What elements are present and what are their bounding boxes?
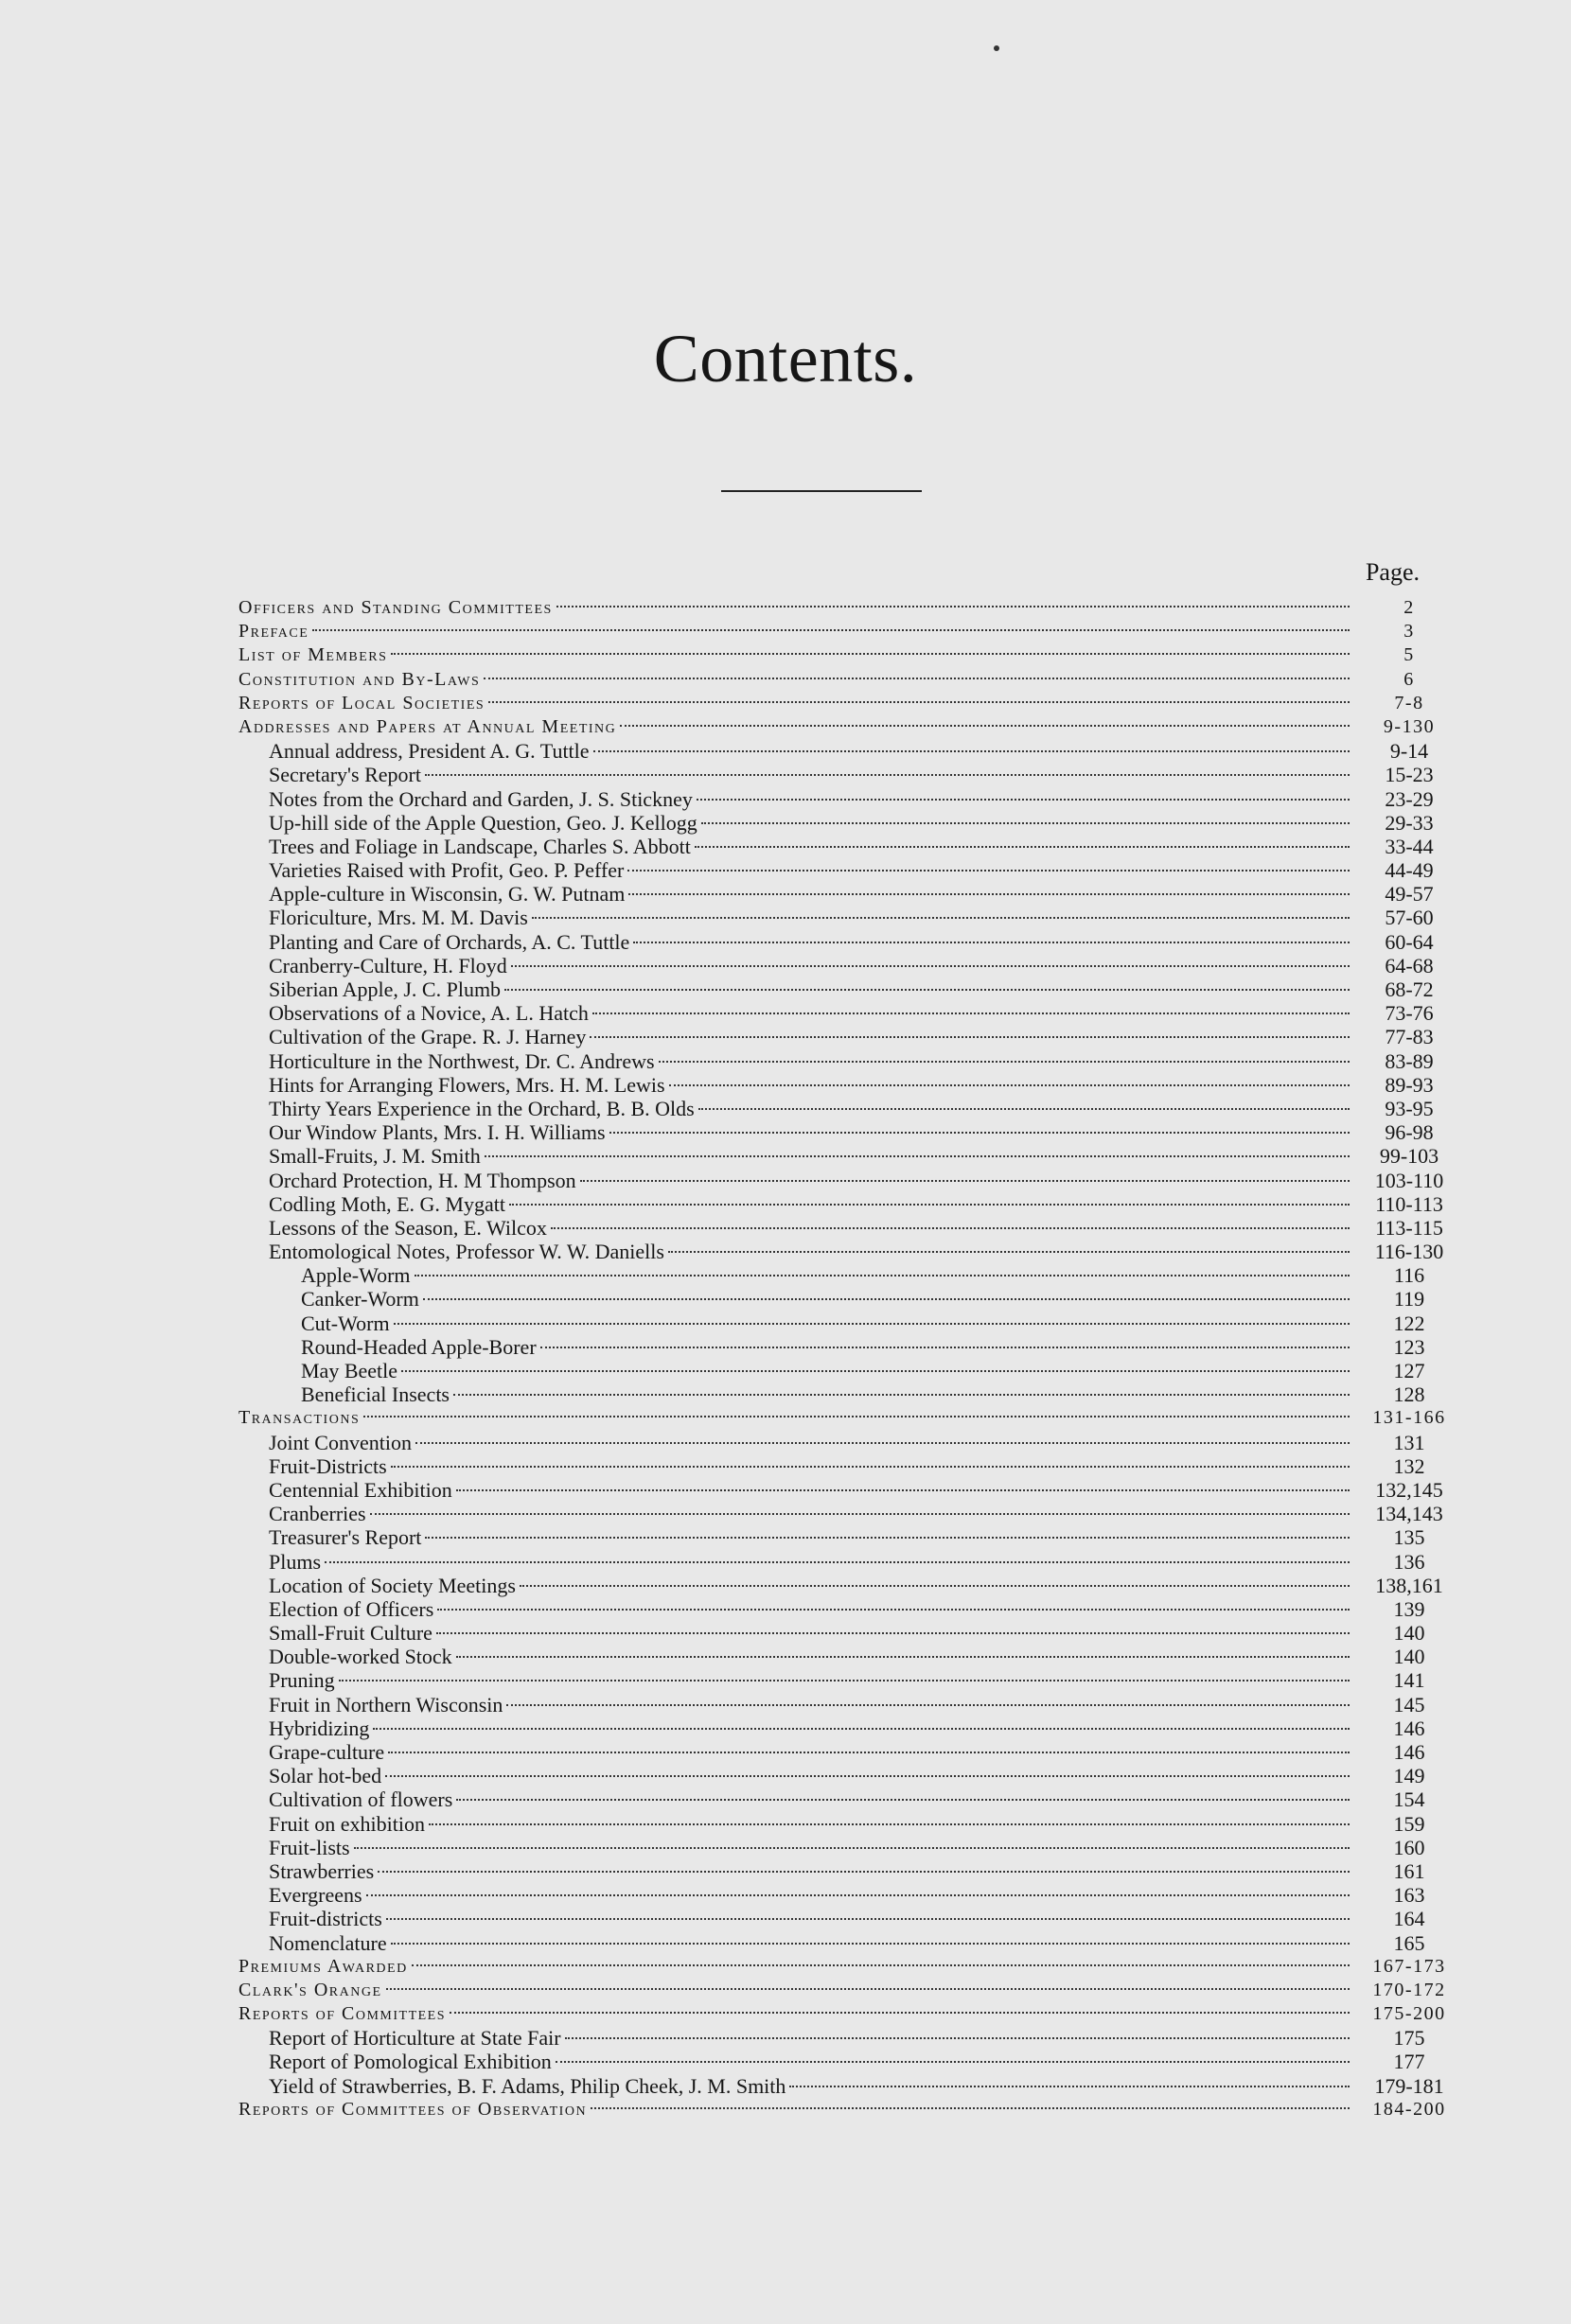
- dot-leader: [456, 1656, 1350, 1658]
- dot-leader: [450, 2012, 1350, 2014]
- toc-entry-page: 127: [1393, 1359, 1425, 1382]
- toc-entry-title: Hybridizing: [269, 1716, 370, 1740]
- dot-leader: [415, 1275, 1350, 1276]
- toc-entry-page: 60-64: [1385, 929, 1434, 954]
- toc-entry-title: Apple-culture in Wisconsin, G. W. Putnam: [269, 882, 626, 907]
- toc-entry-title: Treasurer's Report: [269, 1525, 422, 1550]
- toc-entry-page: 139: [1393, 1596, 1425, 1621]
- toc-entry-title: Reports of Committees: [238, 2003, 447, 2025]
- toc-entry: [238, 620, 1465, 643]
- toc-entry-page: 99-103: [1379, 1144, 1439, 1169]
- toc-entry: [238, 1621, 1465, 1645]
- dot-leader: [620, 725, 1350, 727]
- dot-leader: [423, 1298, 1350, 1300]
- toc-entry: [238, 2050, 1465, 2073]
- toc-entry-title: Planting and Care of Orchards, A. C. Tuttle: [269, 929, 630, 954]
- toc-entry-page: 138,161: [1375, 1573, 1443, 1597]
- toc-entry: [238, 811, 1465, 835]
- toc-entry: [238, 1263, 1465, 1287]
- toc-entry: [238, 1550, 1465, 1574]
- toc-entry: [238, 1169, 1465, 1192]
- toc-entry: [238, 2074, 1465, 2098]
- toc-entry-page: 116: [1393, 1263, 1425, 1288]
- dot-leader: [592, 1012, 1350, 1014]
- toc-entry: [238, 1812, 1465, 1836]
- dot-leader: [506, 1704, 1350, 1706]
- toc-entry-title: Joint Convention: [269, 1430, 412, 1454]
- toc-entry-page: 116-130: [1374, 1240, 1444, 1264]
- toc-entry: [238, 2002, 1465, 2026]
- dot-leader: [556, 2061, 1350, 2063]
- dot-leader: [378, 1871, 1350, 1873]
- toc-entry-page: 29-33: [1385, 810, 1434, 835]
- dot-leader: [363, 1416, 1350, 1417]
- dot-leader: [590, 1036, 1350, 1038]
- toc-entry-page: 159: [1393, 1811, 1425, 1836]
- dot-leader: [412, 1964, 1350, 1966]
- toc-entry-title: Pruning: [269, 1668, 335, 1693]
- dot-leader: [697, 799, 1350, 801]
- toc-entry-title: Addresses and Papers at Annual Meeting: [238, 715, 617, 737]
- toc-entry-title: Canker-Worm: [301, 1287, 419, 1312]
- toc-entry-title: Orchard Protection, H. M Thompson: [269, 1168, 576, 1192]
- toc-entry: [238, 1454, 1465, 1478]
- toc-entry-title: Up-hill side of the Apple Question, Geo. J. Kellogg: [269, 810, 697, 835]
- dot-leader: [391, 653, 1350, 655]
- dot-leader: [701, 822, 1350, 824]
- dot-leader: [580, 1180, 1350, 1182]
- dot-leader: [415, 1442, 1350, 1444]
- toc-entry: [238, 1931, 1465, 1955]
- dot-leader: [668, 1251, 1350, 1253]
- toc-entry: [238, 1525, 1465, 1549]
- toc-entry-page: 103-110: [1374, 1168, 1444, 1192]
- toc-entry: [238, 1335, 1465, 1359]
- dot-leader: [659, 1061, 1350, 1063]
- toc-entry-page: 164: [1393, 1907, 1425, 1931]
- dot-leader: [339, 1680, 1350, 1681]
- toc-entry: [238, 1883, 1465, 1907]
- toc-entry-title: Siberian Apple, J. C. Plumb: [269, 977, 502, 1001]
- toc-entry: [238, 1382, 1465, 1406]
- toc-entry: [238, 1240, 1465, 1263]
- toc-entry-page: 149: [1393, 1764, 1425, 1788]
- toc-entry: [238, 1001, 1465, 1025]
- toc-entry-title: Varieties Raised with Profit, Geo. P. Peffer: [269, 858, 625, 883]
- toc-entry: [238, 2098, 1465, 2122]
- toc-entry: [238, 882, 1465, 906]
- toc-entry: [238, 596, 1465, 620]
- toc-entry: [238, 1287, 1465, 1311]
- toc-entry: [238, 1025, 1465, 1048]
- toc-entry: [238, 1192, 1465, 1216]
- dot-leader: [388, 1752, 1350, 1753]
- toc-entry: [238, 1431, 1465, 1454]
- dot-leader: [401, 1370, 1350, 1372]
- toc-entry-title: Plums: [269, 1549, 322, 1574]
- toc-entry: [238, 1764, 1465, 1787]
- toc-entry-title: Floriculture, Mrs. M. M. Davis: [269, 906, 528, 930]
- toc-entry: [238, 977, 1465, 1001]
- toc-entry-page: 128: [1393, 1382, 1425, 1407]
- toc-entry-page: 7-8: [1394, 692, 1424, 713]
- toc-entry-title: Small-Fruits, J. M. Smith: [269, 1144, 481, 1169]
- toc-entry: [238, 1787, 1465, 1811]
- dot-leader: [695, 846, 1350, 848]
- toc-entry-page: 89-93: [1385, 1072, 1434, 1097]
- toc-entry: [238, 1693, 1465, 1717]
- toc-entry: [238, 643, 1465, 667]
- dot-leader: [370, 1513, 1350, 1515]
- dot-leader: [789, 2086, 1350, 2087]
- dot-leader: [627, 870, 1350, 872]
- toc-entry: [238, 1144, 1465, 1168]
- toc-entry-page: 140: [1393, 1621, 1425, 1646]
- toc-entry-page: 119: [1393, 1287, 1425, 1312]
- toc-entry: [238, 715, 1465, 739]
- toc-entry-page: 134,143: [1375, 1502, 1443, 1526]
- toc-entry-title: Horticulture in the Northwest, Dr. C. Andrews: [269, 1048, 655, 1073]
- toc-entry: [238, 668, 1465, 692]
- toc-entry-title: Reports of Committees of Observation: [238, 2098, 588, 2120]
- toc-entry-title: May Beetle: [301, 1359, 398, 1382]
- toc-entry-title: Apple-Worm: [301, 1263, 411, 1288]
- toc-entry-page: 73-76: [1385, 1001, 1434, 1026]
- toc-entry: [238, 954, 1465, 977]
- toc-entry: [238, 739, 1465, 763]
- toc-entry: [238, 1574, 1465, 1597]
- toc-entry-title: Small-Fruit Culture: [269, 1621, 432, 1646]
- toc-entry-title: Fruit-districts: [269, 1907, 382, 1931]
- dot-leader: [385, 1775, 1350, 1777]
- dot-leader: [394, 1323, 1350, 1325]
- dot-leader: [591, 2107, 1350, 2109]
- dot-leader: [593, 750, 1350, 752]
- dot-leader: [484, 678, 1350, 679]
- dot-leader: [366, 1894, 1350, 1896]
- dot-leader: [425, 1537, 1350, 1539]
- toc-entry-title: Thirty Years Experience in the Orchard, B. B. Olds: [269, 1096, 695, 1120]
- toc-entry-title: Cultivation of the Grape. R. J. Harney: [269, 1025, 587, 1049]
- dot-leader: [520, 1585, 1350, 1587]
- table-of-contents: [238, 596, 1465, 2122]
- toc-entry-title: Codling Moth, E. G. Mygatt: [269, 1191, 505, 1216]
- toc-entry-title: Trees and Foliage in Landscape, Charles S. Abbott: [269, 834, 691, 858]
- toc-entry-page: 145: [1393, 1692, 1425, 1717]
- toc-entry-page: 170-172: [1372, 1979, 1446, 2000]
- toc-entry-title: Centennial Exhibition: [269, 1477, 452, 1502]
- dot-leader: [532, 917, 1350, 919]
- toc-entry-title: Cranberries: [269, 1502, 366, 1526]
- toc-entry-page: 177: [1393, 2050, 1425, 2074]
- toc-entry-page: 161: [1393, 1858, 1425, 1883]
- toc-entry: [238, 1859, 1465, 1883]
- dot-leader: [509, 1204, 1350, 1206]
- dot-leader: [437, 1609, 1350, 1611]
- toc-entry-title: Transactions: [238, 1407, 361, 1429]
- toc-entry-title: Annual address, President A. G. Tuttle: [269, 739, 590, 764]
- toc-entry-page: 154: [1393, 1787, 1425, 1812]
- toc-entry-page: 175: [1393, 2026, 1425, 2051]
- toc-entry: [238, 1359, 1465, 1382]
- dot-leader: [386, 1988, 1350, 1990]
- toc-entry-page: 165: [1393, 1930, 1425, 1955]
- toc-entry-page: 167-173: [1372, 1955, 1446, 1977]
- toc-entry-title: Round-Headed Apple-Borer: [301, 1334, 537, 1359]
- toc-entry: [238, 1740, 1465, 1764]
- dot-leader: [373, 1728, 1350, 1730]
- toc-entry-page: 123: [1393, 1334, 1425, 1359]
- toc-entry: [238, 1979, 1465, 2002]
- toc-entry: [238, 1073, 1465, 1097]
- dot-leader: [312, 629, 1350, 631]
- toc-entry-title: Cultivation of flowers: [269, 1787, 453, 1812]
- dot-leader: [551, 1227, 1350, 1229]
- toc-entry: [238, 1597, 1465, 1621]
- toc-entry: [238, 2026, 1465, 2050]
- toc-entry: [238, 1406, 1465, 1430]
- dot-leader: [698, 1108, 1350, 1110]
- toc-entry-page: 9-130: [1383, 715, 1436, 737]
- toc-entry-title: Fruit on exhibition: [269, 1811, 425, 1836]
- toc-entry-title: Election of Officers: [269, 1596, 434, 1621]
- toc-entry-page: 57-60: [1385, 906, 1434, 930]
- toc-entry-page: 135: [1393, 1525, 1425, 1550]
- toc-entry: [238, 930, 1465, 954]
- toc-entry-page: 64-68: [1385, 953, 1434, 977]
- toc-entry: [238, 858, 1465, 882]
- toc-entry-title: Fruit in Northern Wisconsin: [269, 1692, 503, 1717]
- toc-entry-title: Report of Pomological Exhibition: [269, 2050, 552, 2074]
- toc-entry-page: 163: [1393, 1883, 1425, 1908]
- dot-leader: [485, 1155, 1350, 1157]
- toc-entry-page: 122: [1393, 1311, 1425, 1335]
- dot-leader: [429, 1823, 1350, 1825]
- toc-entry-page: 5: [1403, 644, 1415, 666]
- toc-entry-page: 44-49: [1385, 858, 1434, 883]
- toc-entry-title: Grape-culture: [269, 1740, 385, 1764]
- toc-entry: [238, 787, 1465, 811]
- dot-leader: [386, 1918, 1350, 1920]
- toc-entry-title: Solar hot-bed: [269, 1764, 382, 1788]
- dot-leader: [436, 1632, 1350, 1634]
- toc-entry-title: Location of Society Meetings: [269, 1573, 516, 1597]
- page-title: Contents.: [653, 321, 918, 396]
- toc-entry-title: Fruit-lists: [269, 1835, 350, 1859]
- dot-leader: [609, 1132, 1350, 1134]
- toc-entry: [238, 1717, 1465, 1740]
- title-rule: [721, 490, 922, 492]
- toc-entry-page: 160: [1393, 1835, 1425, 1859]
- toc-entry-title: Our Window Plants, Mrs. I. H. Williams: [269, 1120, 606, 1145]
- toc-entry-page: 131: [1393, 1430, 1425, 1454]
- toc-entry-title: Secretary's Report: [269, 763, 421, 787]
- dot-leader: [633, 942, 1350, 943]
- toc-entry: [238, 1049, 1465, 1073]
- page-column-heading: Page.: [1365, 558, 1420, 586]
- toc-entry: [238, 692, 1465, 715]
- toc-entry-page: 3: [1403, 621, 1415, 643]
- toc-entry-title: Lessons of the Season, E. Wilcox: [269, 1215, 547, 1240]
- toc-entry: [238, 1836, 1465, 1859]
- toc-entry: [238, 1502, 1465, 1525]
- toc-entry-page: 49-57: [1385, 882, 1434, 907]
- toc-entry-title: Strawberries: [269, 1858, 375, 1883]
- toc-entry-title: Officers and Standing Committees: [238, 597, 553, 618]
- toc-entry-title: Nomenclature: [269, 1930, 387, 1955]
- toc-entry-title: Preface: [238, 621, 309, 643]
- toc-entry-page: 136: [1393, 1549, 1425, 1574]
- dot-leader: [628, 893, 1350, 895]
- toc-entry-page: 141: [1393, 1668, 1425, 1693]
- dot-leader: [325, 1561, 1350, 1563]
- toc-entry-title: Cranberry-Culture, H. Floyd: [269, 953, 507, 977]
- dot-leader: [669, 1084, 1350, 1086]
- dot-leader: [354, 1847, 1350, 1849]
- dot-leader: [456, 1489, 1350, 1491]
- toc-entry: [238, 906, 1465, 929]
- toc-entry-title: Entomological Notes, Professor W. W. Daniells: [269, 1240, 664, 1264]
- dot-leader: [565, 2037, 1350, 2039]
- dot-leader: [453, 1394, 1350, 1396]
- toc-entry-page: 2: [1403, 597, 1415, 618]
- toc-entry-page: 146: [1393, 1716, 1425, 1740]
- toc-entry-page: 175-200: [1372, 2003, 1446, 2025]
- toc-entry: [238, 1645, 1465, 1668]
- toc-entry-page: 132,145: [1375, 1477, 1443, 1502]
- toc-entry-page: 6: [1403, 668, 1415, 690]
- toc-entry-page: 96-98: [1385, 1120, 1434, 1145]
- toc-entry: [238, 1097, 1465, 1120]
- toc-entry-page: 33-44: [1385, 834, 1434, 858]
- toc-entry-title: Hints for Arranging Flowers, Mrs. H. M. Lewis: [269, 1072, 665, 1097]
- dot-leader: [556, 606, 1350, 607]
- toc-entry: [238, 763, 1465, 786]
- toc-entry-title: Double-worked Stock: [269, 1645, 452, 1669]
- toc-entry-page: 15-23: [1385, 763, 1434, 787]
- dot-leader: [391, 1466, 1350, 1468]
- toc-entry-title: Notes from the Orchard and Garden, J. S. Stickney: [269, 786, 693, 811]
- dot-leader: [504, 989, 1350, 991]
- toc-entry-title: Reports of Local Societies: [238, 692, 485, 713]
- dot-leader: [425, 774, 1350, 776]
- toc-entry-page: 131-166: [1372, 1407, 1446, 1429]
- toc-entry: [238, 1216, 1465, 1240]
- toc-entry-page: 140: [1393, 1645, 1425, 1669]
- toc-entry-title: Observations of a Novice, A. L. Hatch: [269, 1001, 589, 1026]
- toc-entry-title: Clark's Orange: [238, 1979, 382, 2000]
- toc-entry-title: Constitution and By-Laws: [238, 668, 481, 690]
- toc-entry-title: Beneficial Insects: [301, 1382, 450, 1407]
- toc-entry-page: 68-72: [1385, 977, 1434, 1001]
- toc-entry-page: 179-181: [1374, 2073, 1444, 2098]
- toc-entry-page: 113-115: [1375, 1215, 1443, 1240]
- toc-entry-page: 23-29: [1385, 786, 1434, 811]
- toc-entry-title: Evergreens: [269, 1883, 362, 1908]
- toc-entry: [238, 1478, 1465, 1502]
- dot-leader: [456, 1799, 1350, 1801]
- toc-entry-title: Report of Horticulture at State Fair: [269, 2026, 561, 2051]
- toc-entry-title: Fruit-Districts: [269, 1453, 387, 1478]
- toc-entry-title: Cut-Worm: [301, 1311, 390, 1335]
- dot-leader: [391, 1943, 1350, 1945]
- toc-entry: [238, 1120, 1465, 1144]
- toc-entry-page: 83-89: [1385, 1048, 1434, 1073]
- toc-entry-page: 184-200: [1372, 2098, 1446, 2120]
- toc-entry-page: 132: [1393, 1453, 1425, 1478]
- toc-entry-page: 110-113: [1375, 1191, 1443, 1216]
- toc-entry-page: 146: [1393, 1740, 1425, 1764]
- dot-leader: [488, 701, 1350, 703]
- toc-entry: [238, 1907, 1465, 1930]
- ink-speck: [994, 45, 999, 51]
- dot-leader: [540, 1347, 1350, 1348]
- toc-entry-page: 77-83: [1385, 1025, 1434, 1049]
- toc-entry: [238, 1312, 1465, 1335]
- toc-entry: [238, 835, 1465, 858]
- toc-entry: [238, 1668, 1465, 1692]
- toc-entry-title: List of Members: [238, 644, 388, 666]
- toc-entry-title: Yield of Strawberries, B. F. Adams, Philip Cheek, J. M. Smith: [269, 2073, 786, 2098]
- toc-entry-title: Premiums Awarded: [238, 1955, 408, 1977]
- dot-leader: [511, 965, 1350, 967]
- toc-entry-page: 9-14: [1389, 739, 1429, 764]
- toc-entry: [238, 1955, 1465, 1979]
- toc-entry-page: 93-95: [1385, 1096, 1434, 1120]
